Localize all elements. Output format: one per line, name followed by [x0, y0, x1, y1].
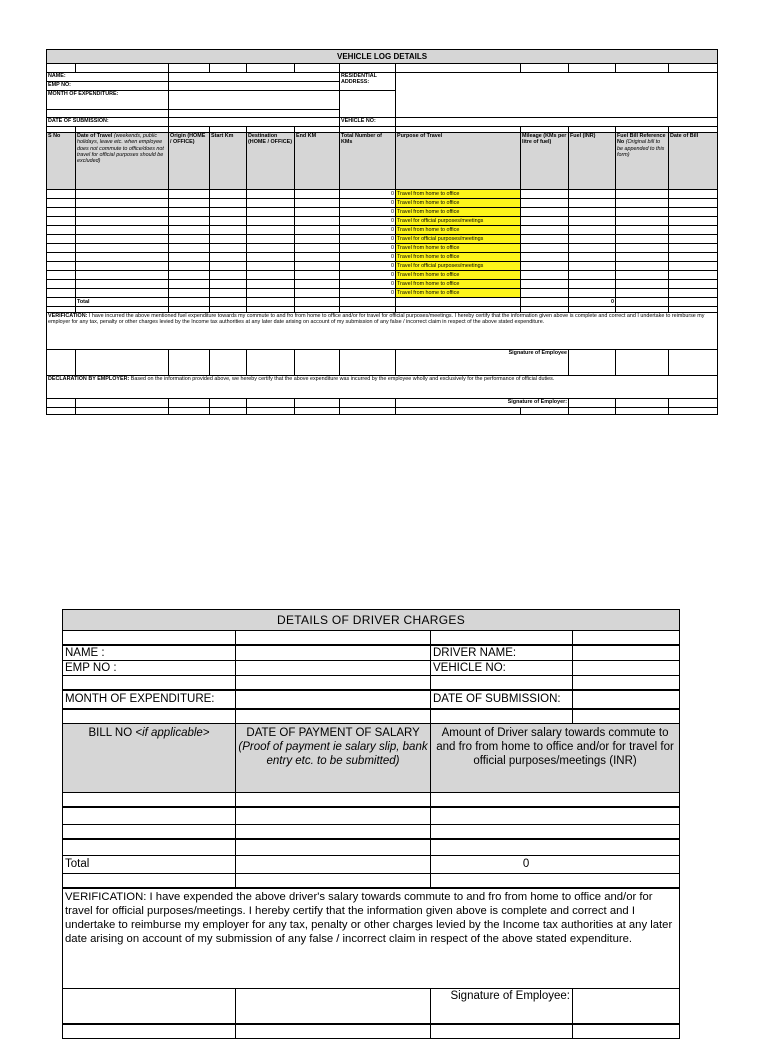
- row-cell[interactable]: [47, 208, 76, 217]
- row-cell[interactable]: [569, 244, 616, 253]
- row-cell[interactable]: [295, 226, 340, 235]
- row-cell[interactable]: [169, 199, 210, 208]
- row-cell[interactable]: [247, 244, 295, 253]
- row-cell[interactable]: [569, 253, 616, 262]
- row-total-kms: 0: [340, 208, 396, 217]
- row-cell[interactable]: [521, 190, 569, 199]
- row-cell[interactable]: [47, 199, 76, 208]
- driver-form-name-field[interactable]: [236, 645, 431, 661]
- row-cell[interactable]: [295, 208, 340, 217]
- row-total-kms: 0: [340, 253, 396, 262]
- row-cell[interactable]: [76, 208, 169, 217]
- row-cell[interactable]: [169, 226, 210, 235]
- row-cell[interactable]: [210, 199, 247, 208]
- header-start-km: Start Km: [210, 133, 247, 190]
- row-cell[interactable]: [521, 271, 569, 280]
- row-purpose[interactable]: Travel for official purposes/meetings: [396, 217, 521, 226]
- row-cell[interactable]: [295, 289, 340, 298]
- row-cell[interactable]: [616, 289, 669, 298]
- row-cell[interactable]: [295, 217, 340, 226]
- row-cell[interactable]: [616, 253, 669, 262]
- row-cell[interactable]: [295, 235, 340, 244]
- row-cell[interactable]: [669, 226, 718, 235]
- table-row[interactable]: [63, 839, 236, 856]
- row-cell[interactable]: [169, 217, 210, 226]
- row-cell[interactable]: [47, 226, 76, 235]
- row-cell[interactable]: [210, 217, 247, 226]
- bill-no-header: BILL NO <if applicable>: [63, 724, 236, 793]
- row-cell[interactable]: [169, 235, 210, 244]
- row-total-kms: 0: [340, 280, 396, 289]
- table-row[interactable]: [236, 839, 431, 856]
- driver-charges-table: [62, 609, 680, 1039]
- row-cell[interactable]: [616, 199, 669, 208]
- vehicle-log-title: VEHICLE LOG DETAILS: [47, 50, 718, 64]
- row-cell[interactable]: [569, 235, 616, 244]
- row-total-kms: 0: [340, 199, 396, 208]
- row-cell[interactable]: [76, 190, 169, 199]
- row-cell[interactable]: [616, 217, 669, 226]
- month-expenditure-field[interactable]: [169, 91, 340, 110]
- table-row[interactable]: [63, 807, 236, 824]
- row-cell[interactable]: [47, 217, 76, 226]
- row-cell[interactable]: [47, 289, 76, 298]
- row-cell[interactable]: [247, 253, 295, 262]
- driver-total-label: Total: [63, 856, 236, 874]
- row-cell[interactable]: [616, 235, 669, 244]
- header-origin: Origin (HOME / OFFICE): [169, 133, 210, 190]
- table-row[interactable]: [431, 793, 680, 808]
- row-purpose[interactable]: Travel from home to office: [396, 208, 521, 217]
- row-purpose[interactable]: Travel for official purposes/meetings: [396, 262, 521, 271]
- row-cell[interactable]: [169, 280, 210, 289]
- table-row[interactable]: [63, 824, 236, 839]
- table-row[interactable]: [236, 793, 431, 808]
- header-fuel: Fuel (INR): [569, 133, 616, 190]
- row-cell[interactable]: [210, 271, 247, 280]
- driver-name-label: DRIVER NAME:: [431, 645, 573, 661]
- row-purpose[interactable]: Travel from home to office: [396, 289, 521, 298]
- driver-emp-no-field[interactable]: [236, 661, 431, 676]
- row-cell[interactable]: [569, 289, 616, 298]
- header-purpose: Purpose of Travel: [396, 133, 521, 190]
- residential-address-label: RESIDENTIAL ADDRESS:: [340, 73, 396, 91]
- row-cell[interactable]: [669, 190, 718, 199]
- row-cell[interactable]: [569, 271, 616, 280]
- vehicle-no-label: VEHICLE NO:: [340, 118, 396, 127]
- driver-vehicle-no-label: VEHICLE NO:: [431, 661, 573, 676]
- row-cell[interactable]: [247, 262, 295, 271]
- row-cell[interactable]: [169, 253, 210, 262]
- row-cell[interactable]: [47, 253, 76, 262]
- row-cell[interactable]: [616, 271, 669, 280]
- row-cell[interactable]: [521, 208, 569, 217]
- amount-driver-salary-header: Amount of Driver salary towards commute to and fro from home to office and/or for travel for official purposes/meetings (INR): [431, 724, 680, 793]
- row-cell[interactable]: [247, 208, 295, 217]
- row-cell[interactable]: [247, 280, 295, 289]
- row-cell[interactable]: [169, 262, 210, 271]
- row-cell[interactable]: [295, 262, 340, 271]
- row-cell[interactable]: [569, 262, 616, 271]
- row-total-kms: 0: [340, 217, 396, 226]
- driver-signature-employee-field[interactable]: [573, 989, 680, 1025]
- row-cell[interactable]: [76, 226, 169, 235]
- row-cell[interactable]: [521, 280, 569, 289]
- row-cell[interactable]: [616, 262, 669, 271]
- verification-block: VERIFICATION: I have incurred the above mentioned fuel expenditure towards my commute to and fro from home to office and/or for travel for official purposes/meetings. I hereby certify that the information given above is complete and correct and I undertake to reimburse my employer for any tax, penalty or other charges levied by the Income tax authorities at any later date arising on account of my submission of any false / incorrect claim in respect of the above stated expenditure.: [47, 313, 718, 350]
- row-cell[interactable]: [247, 226, 295, 235]
- date-of-payment-header: DATE OF PAYMENT OF SALARY (Proof of payment ie salary slip, bank entry etc. to be submitted): [236, 724, 431, 793]
- vehicle-log-table: [46, 49, 718, 415]
- row-cell[interactable]: [247, 271, 295, 280]
- row-cell[interactable]: [616, 226, 669, 235]
- row-cell[interactable]: [295, 190, 340, 199]
- fuel-total-value: 0: [569, 298, 616, 307]
- row-purpose[interactable]: Travel for official purposes/meetings: [396, 235, 521, 244]
- driver-month-field[interactable]: [236, 690, 431, 709]
- row-cell[interactable]: [669, 271, 718, 280]
- row-cell[interactable]: [521, 226, 569, 235]
- row-cell[interactable]: [247, 217, 295, 226]
- row-cell[interactable]: [521, 244, 569, 253]
- row-cell[interactable]: [76, 253, 169, 262]
- table-row[interactable]: [431, 807, 680, 824]
- row-cell[interactable]: [210, 262, 247, 271]
- table-row[interactable]: [236, 807, 431, 824]
- row-cell[interactable]: [616, 208, 669, 217]
- row-cell[interactable]: [169, 190, 210, 199]
- driver-date-submission-field[interactable]: [573, 690, 680, 709]
- row-cell[interactable]: [169, 208, 210, 217]
- row-cell[interactable]: [669, 289, 718, 298]
- row-cell[interactable]: [47, 271, 76, 280]
- row-cell[interactable]: [210, 289, 247, 298]
- emp-no-field[interactable]: [169, 82, 340, 91]
- row-cell[interactable]: [295, 244, 340, 253]
- row-cell[interactable]: [521, 217, 569, 226]
- driver-verification-block: VERIFICATION: I have expended the above driver's salary towards commute to and fro from home to office and/or for travel for official purposes/meetings. I hereby certify that the information given above is complete and correct and I undertake to reimburse my employer for any tax, penalty or other charges levied by the Income tax authorities at any later date arising on account of my submission of any false / incorrect claim in respect of the above stated expenditure.: [63, 888, 680, 989]
- signature-employee-field[interactable]: [569, 350, 616, 376]
- row-cell[interactable]: [569, 190, 616, 199]
- month-expenditure-label: MONTH OF EXPENDITURE:: [47, 91, 169, 110]
- row-cell[interactable]: [247, 190, 295, 199]
- row-cell[interactable]: [669, 262, 718, 271]
- row-cell[interactable]: [247, 289, 295, 298]
- row-cell[interactable]: [521, 253, 569, 262]
- row-cell[interactable]: [76, 244, 169, 253]
- driver-emp-no-label: EMP NO :: [63, 661, 236, 676]
- emp-no-label: EMP NO:: [47, 82, 169, 91]
- driver-month-label: MONTH OF EXPENDITURE:: [63, 690, 236, 709]
- row-cell[interactable]: [616, 280, 669, 289]
- row-cell[interactable]: [76, 199, 169, 208]
- signature-employer-field[interactable]: [569, 399, 616, 408]
- row-cell[interactable]: [521, 262, 569, 271]
- residential-address-field[interactable]: [396, 73, 718, 118]
- row-cell[interactable]: [521, 235, 569, 244]
- header-total-kms: Total Number of KMs: [340, 133, 396, 190]
- header-fuel-bill-ref: Fuel Bill Reference No (Original bill to be appended to this form): [616, 133, 669, 190]
- row-cell[interactable]: [295, 280, 340, 289]
- declaration-block: DECLARATION BY EMPLOYER: Based on the information provided above, we hereby certify that the above expenditure was incurred by the employee wholly and exclusively for the performance of official duties.: [47, 376, 718, 399]
- table-row[interactable]: [236, 824, 431, 839]
- row-cell[interactable]: [210, 226, 247, 235]
- total-label: Total: [76, 298, 169, 307]
- row-purpose[interactable]: Travel from home to office: [396, 199, 521, 208]
- row-purpose[interactable]: Travel from home to office: [396, 253, 521, 262]
- row-cell[interactable]: [616, 244, 669, 253]
- driver-name-field[interactable]: [573, 645, 680, 661]
- row-purpose[interactable]: Travel from home to office: [396, 190, 521, 199]
- row-total-kms: 0: [340, 271, 396, 280]
- row-cell[interactable]: [210, 244, 247, 253]
- row-cell[interactable]: [569, 199, 616, 208]
- row-cell[interactable]: [169, 244, 210, 253]
- row-total-kms: 0: [340, 262, 396, 271]
- row-purpose[interactable]: Travel from home to office: [396, 271, 521, 280]
- row-cell[interactable]: [47, 235, 76, 244]
- name-field[interactable]: [169, 73, 340, 82]
- row-purpose[interactable]: Travel from home to office: [396, 280, 521, 289]
- row-cell[interactable]: [76, 262, 169, 271]
- row-total-kms: 0: [340, 235, 396, 244]
- header-date-of-bill: Date of Bill: [669, 133, 718, 190]
- row-cell[interactable]: [210, 280, 247, 289]
- row-total-kms: 0: [340, 244, 396, 253]
- name-label: NAME:: [47, 73, 169, 82]
- row-cell[interactable]: [47, 262, 76, 271]
- vehicle-no-field[interactable]: [396, 118, 718, 127]
- row-cell[interactable]: [76, 271, 169, 280]
- row-cell[interactable]: [569, 280, 616, 289]
- date-submission-label: DATE OF SUBMISSION:: [47, 118, 169, 127]
- row-cell[interactable]: [669, 280, 718, 289]
- driver-total-value: 0: [431, 856, 680, 874]
- row-cell[interactable]: [76, 289, 169, 298]
- row-total-kms: 0: [340, 190, 396, 199]
- row-cell[interactable]: [521, 289, 569, 298]
- row-cell[interactable]: [76, 235, 169, 244]
- driver-signature-employee-label: Signature of Employee:: [431, 989, 573, 1025]
- row-cell[interactable]: [521, 199, 569, 208]
- row-cell[interactable]: [47, 244, 76, 253]
- row-cell[interactable]: [210, 190, 247, 199]
- header-sno: S No: [47, 133, 76, 190]
- row-purpose[interactable]: Travel from home to office: [396, 226, 521, 235]
- row-cell[interactable]: [210, 253, 247, 262]
- row-cell[interactable]: [669, 217, 718, 226]
- row-purpose[interactable]: Travel from home to office: [396, 244, 521, 253]
- row-cell[interactable]: [669, 199, 718, 208]
- date-submission-field[interactable]: [169, 118, 340, 127]
- table-row[interactable]: [431, 824, 680, 839]
- header-mileage: Mileage (KMs per litre of fuel): [521, 133, 569, 190]
- row-cell[interactable]: [569, 226, 616, 235]
- row-cell[interactable]: [669, 235, 718, 244]
- row-cell[interactable]: [76, 280, 169, 289]
- row-cell[interactable]: [669, 244, 718, 253]
- row-cell[interactable]: [569, 208, 616, 217]
- row-cell[interactable]: [295, 271, 340, 280]
- row-cell[interactable]: [569, 217, 616, 226]
- row-cell[interactable]: [169, 289, 210, 298]
- row-cell[interactable]: [669, 208, 718, 217]
- driver-name-label-left: NAME :: [63, 645, 236, 661]
- row-cell[interactable]: [616, 190, 669, 199]
- row-cell[interactable]: [247, 235, 295, 244]
- table-row[interactable]: [431, 839, 680, 856]
- row-total-kms: 0: [340, 226, 396, 235]
- driver-vehicle-no-field[interactable]: [573, 661, 680, 676]
- driver-charges-title: DETAILS OF DRIVER CHARGES: [63, 610, 680, 631]
- signature-employee-label: Signature of Employee: [396, 350, 569, 376]
- table-row[interactable]: [63, 793, 236, 808]
- header-end-km: End KM: [295, 133, 340, 190]
- row-cell[interactable]: [295, 199, 340, 208]
- row-cell[interactable]: [76, 217, 169, 226]
- header-destination: Destination (HOME / OFFICE): [247, 133, 295, 190]
- row-cell[interactable]: [669, 253, 718, 262]
- row-cell[interactable]: [247, 199, 295, 208]
- signature-employer-label: Signature of Employer:: [396, 399, 569, 408]
- row-cell[interactable]: [169, 271, 210, 280]
- row-total-kms: 0: [340, 289, 396, 298]
- row-cell[interactable]: [47, 280, 76, 289]
- row-cell[interactable]: [210, 235, 247, 244]
- row-cell[interactable]: [210, 208, 247, 217]
- row-cell[interactable]: [47, 190, 76, 199]
- header-date-of-travel: Date of Travel (weekends, public holidays, leave etc. when employee does not commute to office/does not travel for official purposes should be excluded): [76, 133, 169, 190]
- row-cell[interactable]: [295, 253, 340, 262]
- driver-date-submission-label: DATE OF SUBMISSION:: [431, 690, 573, 709]
